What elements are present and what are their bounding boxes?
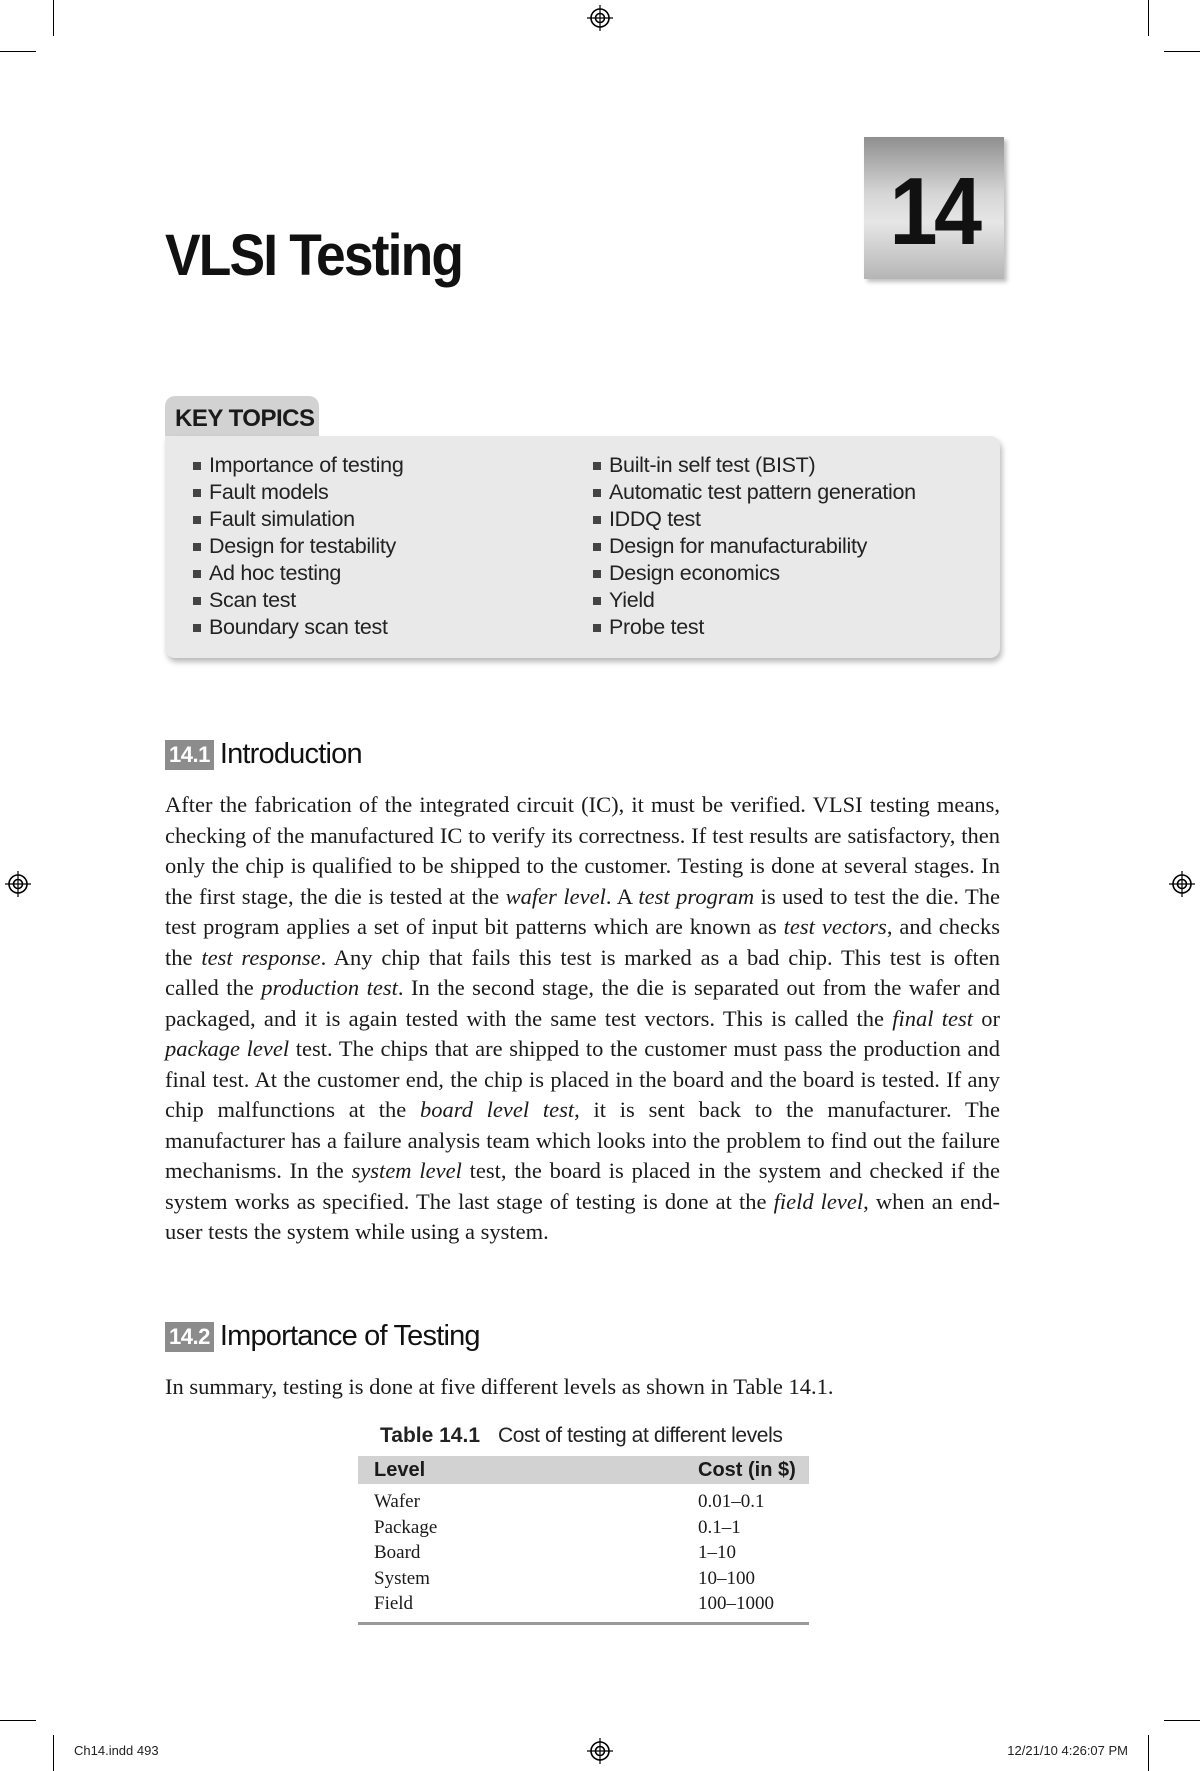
table-row: System 10–100: [374, 1567, 755, 1589]
square-bullet-icon: [193, 489, 201, 497]
crop-mark: [1148, 0, 1149, 36]
key-topic-item: Fault models: [193, 479, 403, 506]
italic-term: system level: [351, 1158, 462, 1183]
square-bullet-icon: [593, 462, 601, 470]
crop-mark: [53, 1735, 54, 1771]
italic-term: package level: [165, 1036, 290, 1061]
section-title: Introduction: [219, 738, 362, 770]
key-topic-item: Yield: [593, 587, 916, 614]
table-row: Wafer 0.01–0.1: [374, 1491, 765, 1512]
square-bullet-icon: [193, 624, 201, 632]
key-topics-label: KEY TOPICS: [165, 396, 319, 442]
crop-mark: [53, 0, 54, 36]
square-bullet-icon: [593, 597, 601, 605]
registration-mark-icon: [1169, 871, 1195, 897]
chapter-number-badge: [864, 137, 1004, 279]
key-topic-item: IDDQ test: [593, 506, 916, 533]
summary-paragraph: In summary, testing is done at five different levels as shown in Table 14.1.: [165, 1374, 834, 1399]
key-topics-left-column: [193, 452, 403, 641]
square-bullet-icon: [193, 570, 201, 578]
table-caption-text: Cost of testing at different levels: [498, 1424, 783, 1447]
key-topic-item: Importance of testing: [193, 452, 403, 479]
italic-term: final test: [892, 1005, 973, 1031]
key-topic-item: Scan test: [193, 587, 403, 614]
key-topic-item: Boundary scan test: [193, 614, 403, 641]
key-topics-box: [165, 436, 1000, 658]
crop-mark: [0, 51, 36, 52]
italic-term: board level test: [420, 1097, 575, 1122]
key-topic-item: Ad hoc testing: [193, 560, 403, 587]
key-topics-right-column: [593, 452, 916, 641]
square-bullet-icon: [593, 516, 601, 524]
square-bullet-icon: [193, 543, 201, 551]
chapter-number: 14: [889, 158, 979, 265]
key-topic-item: Fault simulation: [193, 506, 403, 533]
key-topic-item: Automatic test pattern generation: [593, 479, 916, 506]
crop-mark: [1148, 1735, 1149, 1771]
key-topic-item: Built-in self test (BIST): [593, 452, 916, 479]
table-header-cell: Cost (in $): [698, 1459, 796, 1481]
crop-mark: [0, 1720, 36, 1721]
key-topic-item: Design for manufacturability: [593, 533, 916, 560]
cost-table: [358, 1456, 809, 1625]
square-bullet-icon: [193, 516, 201, 524]
square-bullet-icon: [593, 543, 601, 551]
italic-term: test vectors: [783, 914, 887, 939]
square-bullet-icon: [593, 489, 601, 497]
square-bullet-icon: [193, 597, 201, 605]
registration-mark-icon: [587, 1738, 613, 1764]
square-bullet-icon: [593, 624, 601, 632]
crop-mark: [1164, 1720, 1200, 1721]
crop-mark: [1164, 51, 1200, 52]
section-heading-introduction: [165, 738, 362, 774]
key-topic-item: Probe test: [593, 614, 916, 641]
section-number: 14.1: [165, 740, 214, 770]
italic-term: wafer level: [505, 883, 606, 909]
square-bullet-icon: [593, 570, 601, 578]
square-bullet-icon: [193, 462, 201, 470]
table-row: Field 100–1000: [374, 1593, 774, 1614]
section-number: 14.2: [165, 1322, 214, 1352]
table-caption: [380, 1424, 782, 1448]
introduction-paragraph: After the fabrication of the integrated circuit (IC), it must be verified. VLSI testing means, checking of the manufactured IC to verify its correctness. If test results are satisfactory, then only the chip is qualified to be shipped to the customer. Testing is done at several stages. In the first stage, the die is tested at the wafer level. A test program is used to test the die. The test program applies a set of input bit patterns which are known as test vectors, and checks the test response. Any chip that fails this test is marked as a bad chip. This test is often called the production test. In the second stage, the die is separated out from the wafer and packaged, and it is again tested with the same test vectors. This is called the final test or package level test. The chips that are shipped to the customer must pass the production and final test. At the customer end, the chip is placed in the board and the board is tested. If any chip malfunctions at the board level test, it is sent back to the manufacturer. The manufacturer has a failure analysis team which looks into the problem to find out the failure mechanisms. In the system level test, the board is placed in the system and checked if the system works as specified. The last stage of testing is done at the field level, when an end-user tests the system while using a system.: [165, 792, 1001, 1244]
italic-term: test response: [201, 944, 321, 970]
section-heading-importance-of-testing: [165, 1320, 480, 1356]
slug-file-info: Ch14.indd 493: [74, 1743, 159, 1758]
table-row: Package 0.1–1: [374, 1516, 741, 1538]
italic-term: production test: [261, 975, 398, 1000]
section-title: Importance of Testing: [219, 1320, 480, 1352]
slug-timestamp: 12/21/10 4:26:07 PM: [1007, 1743, 1128, 1758]
table-label: Table 14.1: [380, 1424, 480, 1447]
italic-term: field level: [773, 1188, 864, 1214]
registration-mark-icon: [587, 5, 613, 31]
table-bottom-rule: [358, 1622, 809, 1625]
italic-term: test program: [638, 883, 755, 909]
table-header-cell: Level: [374, 1459, 426, 1481]
registration-mark-icon: [5, 871, 31, 897]
table-header-row: [358, 1456, 809, 1484]
table-row: Board 1–10: [374, 1542, 736, 1563]
key-topic-item: Design for testability: [193, 533, 403, 560]
key-topic-item: Design economics: [593, 560, 916, 587]
chapter-title: VLSI Testing: [165, 223, 463, 288]
